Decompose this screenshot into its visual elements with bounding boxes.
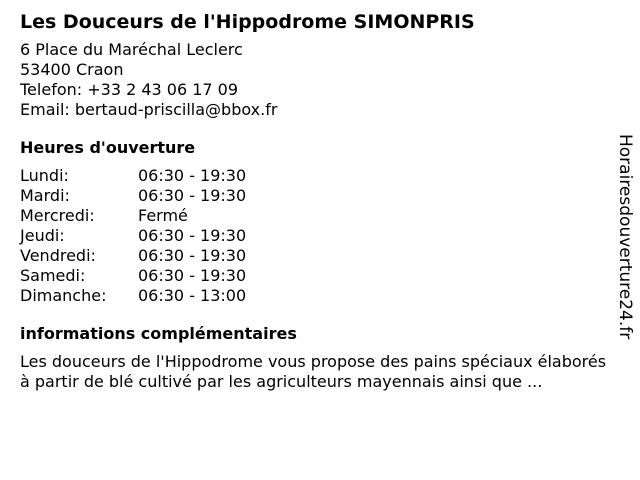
phone-line: Telefon: +33 2 43 06 17 09	[20, 80, 239, 99]
day-hours: 06:30 - 13:00	[138, 286, 247, 305]
hours-row-wednesday	[20, 206, 610, 226]
email-line: Email: bertaud-priscilla@bbox.fr	[20, 100, 278, 119]
opening-hours-heading: Heures d'ouverture	[20, 138, 196, 157]
day-hours: 06:30 - 19:30	[138, 266, 247, 285]
day-hours: 06:30 - 19:30	[138, 166, 247, 185]
day-hours: 06:30 - 19:30	[138, 226, 247, 245]
day-label: Vendredi:	[20, 246, 96, 265]
address-street: 6 Place du Maréchal Leclerc	[20, 40, 243, 59]
hours-row-tuesday	[20, 186, 610, 206]
day-hours: 06:30 - 19:30	[138, 246, 247, 265]
business-card	[20, 0, 610, 392]
day-hours: Fermé	[138, 206, 188, 225]
day-label: Mercredi:	[20, 206, 95, 225]
address-city: 53400 Craon	[20, 60, 124, 79]
hours-row-thursday	[20, 226, 610, 246]
day-label: Dimanche:	[20, 286, 107, 305]
hours-row-friday	[20, 246, 610, 266]
day-label: Jeudi:	[20, 226, 65, 245]
info-description: Les douceurs de l'Hippodrome vous propose des pains spéciaux élaborés à partir de blé cultivé par les agriculteurs mayennais ainsi que ...	[20, 352, 607, 391]
day-hours: 06:30 - 19:30	[138, 186, 247, 205]
day-label: Lundi:	[20, 166, 69, 185]
day-label: Mardi:	[20, 186, 70, 205]
hours-row-monday	[20, 166, 610, 186]
opening-hours-list	[20, 166, 610, 306]
business-title: Les Douceurs de l'Hippodrome SIMONPRIS	[20, 11, 475, 33]
site-watermark: Horairesdouverture24.fr	[615, 134, 635, 340]
info-heading: informations complémentaires	[20, 324, 297, 343]
day-label: Samedi:	[20, 266, 86, 285]
hours-row-sunday	[20, 286, 610, 306]
hours-row-saturday	[20, 266, 610, 286]
